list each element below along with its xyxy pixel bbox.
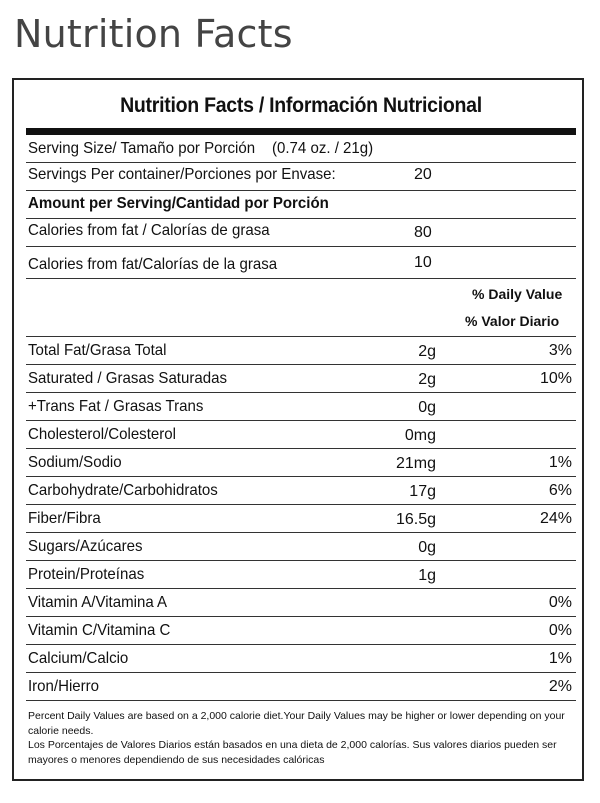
divider bbox=[26, 190, 576, 191]
nutrient-amount: 17g bbox=[409, 483, 436, 500]
daily-value-header bbox=[26, 280, 576, 336]
calories-fat-value: 10 bbox=[414, 254, 432, 271]
nutrient-daily-value: 10% bbox=[539, 370, 572, 387]
nutrient-name: Calcium/Calcio bbox=[28, 650, 129, 667]
serving-size-label: Serving Size/ Tamaño por Porción bbox=[28, 140, 256, 157]
nutrient-row bbox=[26, 477, 576, 505]
thick-divider bbox=[26, 128, 576, 135]
footnote-es: Los Porcentajes de Valores Diarios están basados en una dieta de 2,000 calorías. Sus valores diarios pueden ser mayores o menores dependiendo de sus necesidades calóricas bbox=[28, 739, 557, 766]
nutrient-daily-value: 0% bbox=[548, 622, 572, 639]
nutrient-amount: 21mg bbox=[395, 455, 436, 472]
nutrient-daily-value: 0% bbox=[548, 594, 572, 611]
calories-row bbox=[26, 220, 576, 244]
nutrient-amount: 16.5g bbox=[395, 511, 436, 528]
nutrient-daily-value: 24% bbox=[539, 510, 572, 527]
nutrient-name: Fiber/Fibra bbox=[28, 510, 101, 527]
serving-size-row bbox=[26, 138, 576, 162]
nutrient-daily-value: 1% bbox=[548, 454, 572, 471]
nutrient-amount: 0g bbox=[418, 539, 436, 556]
nutrient-daily-value: 2% bbox=[548, 678, 572, 695]
nutrient-row bbox=[26, 365, 576, 393]
nutrient-row bbox=[26, 449, 576, 477]
nutrient-amount: 2g bbox=[418, 343, 436, 360]
nutrient-row bbox=[26, 589, 576, 617]
nutrient-row bbox=[26, 561, 576, 589]
servings-label: Servings Per container/Porciones por Envase: bbox=[28, 166, 336, 183]
calories-value: 80 bbox=[414, 224, 432, 241]
nutrient-name: Saturated / Grasas Saturadas bbox=[28, 370, 227, 387]
nutrient-row bbox=[26, 617, 576, 645]
nutrient-row bbox=[26, 673, 576, 701]
nutrient-name: Cholesterol/Colesterol bbox=[28, 426, 176, 443]
nutrient-row bbox=[26, 645, 576, 673]
nutrient-row bbox=[26, 421, 576, 449]
nutrient-name: Protein/Proteínas bbox=[28, 566, 145, 583]
divider bbox=[26, 700, 576, 701]
nutrient-name: Total Fat/Grasa Total bbox=[28, 342, 167, 359]
nutrient-name: Sugars/Azúcares bbox=[28, 538, 143, 555]
nutrient-amount: 2g bbox=[418, 371, 436, 388]
label-title: Nutrition Facts / Información Nutricional bbox=[120, 94, 482, 117]
nutrient-name: Iron/Hierro bbox=[28, 678, 100, 695]
nutrient-amount: 1g bbox=[418, 567, 436, 584]
calories-fat-label: Calories from fat/Calorías de la grasa bbox=[28, 256, 278, 273]
nutrient-name: Vitamin C/Vitamina C bbox=[28, 622, 171, 639]
nutrient-amount: 0mg bbox=[404, 427, 436, 444]
calories-label: Calories from fat / Calorías de grasa bbox=[28, 222, 270, 239]
divider bbox=[26, 278, 576, 279]
nutrient-name: +Trans Fat / Grasas Trans bbox=[28, 398, 204, 415]
servings-value: 20 bbox=[414, 166, 432, 183]
amount-per-serving-row bbox=[26, 193, 576, 217]
nutrient-row bbox=[26, 505, 576, 533]
nutrient-daily-value: 6% bbox=[548, 482, 572, 499]
amount-per-serving-label: Amount per Serving/Cantidad por Porción bbox=[28, 195, 329, 212]
nutrient-name: Sodium/Sodio bbox=[28, 454, 122, 471]
nutrient-row bbox=[26, 337, 576, 365]
nutrient-name: Vitamin A/Vitamina A bbox=[28, 594, 168, 611]
calories-fat-row bbox=[26, 252, 576, 276]
nutrition-label bbox=[12, 78, 584, 781]
nutrient-name: Carbohydrate/Carbohidratos bbox=[28, 482, 218, 499]
nutrient-daily-value: 3% bbox=[548, 342, 572, 359]
page-heading: Nutrition Facts bbox=[14, 12, 293, 56]
divider bbox=[26, 162, 576, 163]
divider bbox=[26, 218, 576, 219]
daily-value-header-en: % Daily Value bbox=[472, 286, 563, 302]
nutrient-amount: 0g bbox=[418, 399, 436, 416]
serving-size-value: (0.74 oz. / 21g) bbox=[272, 140, 374, 157]
nutrient-daily-value: 1% bbox=[548, 650, 572, 667]
daily-value-header-es: % Valor Diario bbox=[465, 313, 560, 329]
servings-row bbox=[26, 164, 576, 188]
divider bbox=[26, 246, 576, 247]
nutrient-row bbox=[26, 393, 576, 421]
footnote-en: Percent Daily Values are based on a 2,000 calorie diet.Your Daily Values may be higher or lower depending on your calorie needs. bbox=[28, 710, 565, 737]
nutrient-row bbox=[26, 533, 576, 561]
